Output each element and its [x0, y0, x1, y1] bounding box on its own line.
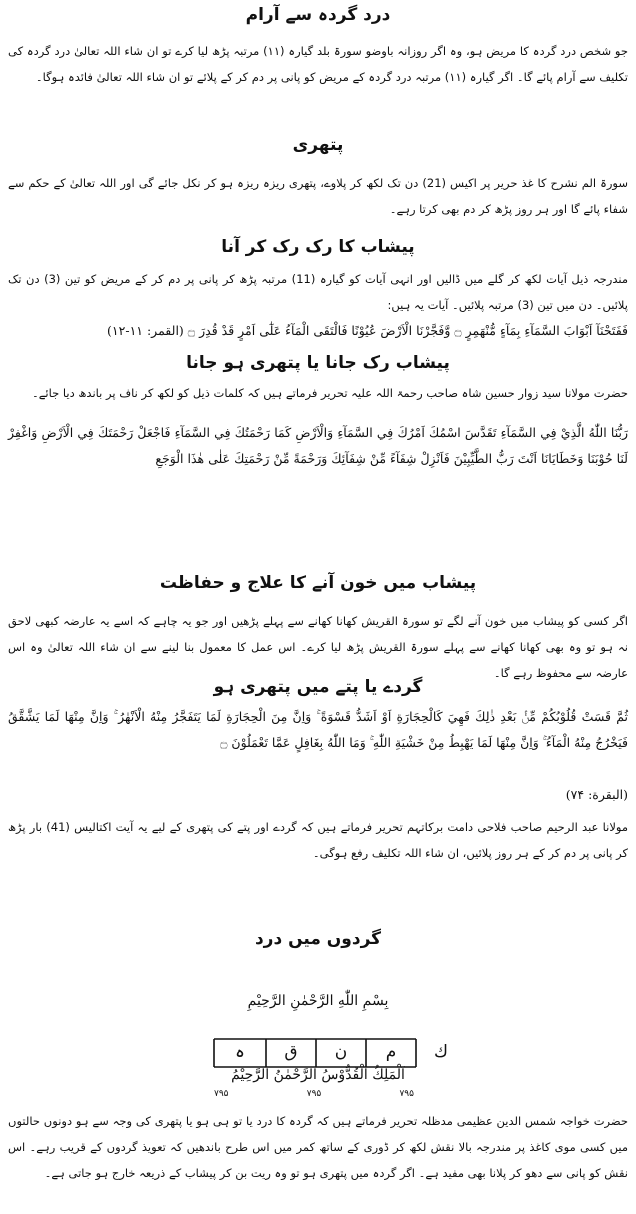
paragraph-kidney-pain-relief: جو شخص درد گردہ کا مریض ہو، وہ اگر روزانہ باوضو سورۃ بلد گیارہ (۱۱) مرتبہ پڑھ لیا کرے تو ان شاء اللہ تعالیٰ درد گردہ کی تکلیف سے آرام پائے گا۔ اگر گیارہ (۱۱) مرتبہ درد گردہ کے مریض کو پانی پر دم کر کے پلائے تو ان شاء اللہ تعالیٰ فائدہ ہوگا۔ — [8, 44, 628, 84]
paragraph-kidney-pain: حضرت خواجہ شمس الدین عظیمی مدظلہ تحریر فرماتے ہیں کہ گردہ کا درد یا تو ہی ہو یا پتھری کی وجہ سے ہو دونوں حالتوں میں کسی موی کاغذ پر مندرجہ بالا نقش لکھ کر ڈوری کے ساتھ کمر میں اس طرح باندھیں کہ تعویذ گردوں کے قریب رہے۔ اس نقش کو پانی سے دھو کر پلانا بھی مفید ہے۔ اگر گردہ میں پتھری ہو تو وہ ریت بن کر پیشاب کے ذریعہ خارج ہو جاتی ہے۔ — [8, 1114, 628, 1180]
paragraph-urine-retention: مندرجہ ذیل آیات لکھ کر گلے میں ڈالیں اور انہی آیات کو گیارہ (11) مرتبہ پڑھ کر پانی پر دم کر کے مریض کو تین (3) دن تک پلائیں۔ دن میں تین (3) مرتبہ پلائیں۔ آیات یہ ہیں: — [8, 272, 628, 312]
heading-urine-retention: پیشاب کا رک رک کر آنا — [221, 237, 415, 257]
naqsh-number: ۷۹۵ — [399, 1089, 414, 1099]
paragraph-blood-in-urine: اگر کسی کو پیشاب میں خون آنے لگے تو سورۃ القریش کھانا کھانے سے پہلے پڑھیں اور جو یہ چاہے کہ اسے یہ عارضہ کبھی لاحق نہ ہو تو وہ بھی کھانا کھانے سے پہلے سورۃ القریش پڑھ لیا کرے۔ اس عمل کا معمول بنا لینے سے ان شاء اللہ تعالیٰ وہ اس عارضہ سے محفوظ رہے گا۔ — [8, 614, 628, 680]
paragraph-kidney-bladder-stone: مولانا عبد الرحیم صاحب فلاحی دامت برکاتہم تحریر فرماتے ہیں کہ گردے اور پتے کی پتھری کے لیے یہ آیت اکتالیس (41) بار پڑھ کر پانی پر دم کر کے ہر روز پلائیں، ان شاء اللہ تکلیف رفع ہوگی۔ — [8, 820, 628, 860]
verse-baqarah-reference: (البقرة: ۷۴) — [565, 787, 628, 802]
naqsh-number: ۷۹۵ — [214, 1089, 229, 1099]
heading-blood-in-urine: پیشاب میں خون آنے کا علاج و حفاظت — [159, 573, 477, 593]
heading-kidney-pain: گردوں میں درد — [254, 929, 382, 949]
heading-urine-stoppage-stone: پیشاب رک جانا یا پتھری ہو جانا — [186, 353, 450, 373]
naqsh-cell: ہ — [235, 1042, 245, 1062]
paragraph-urine-stoppage-stone: حضرت مولانا سید زوار حسین شاہ صاحب رحمۃ اللہ علیہ تحریر فرماتے ہیں کہ کلمات ذیل کو لکھ کر ناف پر باندھ دیا جائے۔ — [31, 386, 628, 400]
heading-stone: پتھری — [292, 135, 344, 155]
verse-qamar-reference: (القمر: ۱۱-۱۲) — [107, 323, 184, 338]
bismillah: بِسْمِ اللّٰهِ الرَّحْمٰنِ الرَّحِيْمِ — [247, 993, 389, 1009]
naqsh-cell: ك — [433, 1042, 448, 1062]
verse-qamar — [8, 318, 628, 344]
naqsh-number: ۷۹۵ — [306, 1089, 322, 1099]
divine-names: اَلْمَلِكُ الْقُدُّوْسُ الرَّحْمٰنُ الرَّحِيْمُ — [231, 1067, 405, 1083]
naqsh-grid — [214, 1039, 466, 1065]
paragraph-stone: سورۃ الم نشرح کا غذ حریر پر اکیس (21) دن تک لکھ کر پلاوے، پتھری ریزہ ریزہ ہو کر نکل جائے گی اور اللہ تعالیٰ کے حکم سے شفاء پائے گا اور ہر روز پڑھ کر دم بھی کرتا رہے۔ — [8, 176, 628, 216]
heading-kidney-pain-relief: درد گردہ سے آرام — [245, 5, 391, 25]
heading-kidney-bladder-stone: گردے یا پتے میں پتھری ہو — [213, 677, 423, 697]
verse-qamar-text: فَفَتَحْنَآ اَبْوَابَ السَّمَآءِ بِمَآءٍ مُّنْهَمِرٍ ۝ وَّفَجَّرْنَا الْاَرْضَ عُيُوْنًا فَالْتَقَى الْمَآءُ عَلٰٓى اَمْرٍ قَدْ قُدِرَ ۝ — [187, 323, 628, 338]
verse-baqarah: ثُمَّ قَسَتْ قُلُوْبُكُمْ مِّنْۢ بَعْدِ ذٰلِكَ فَهِيَ كَالْحِجَارَةِ اَوْ اَشَدُّ قَسْوَةً ۚ وَاِنَّ مِنَ الْحِجَارَةِ لَمَا يَتَفَجَّرُ مِنْهُ الْاَنْهٰرُ ۚ وَاِنَّ مِنْهَا لَمَا يَشَّقَّقُ فَيَخْرُجُ مِنْهُ الْمَآءُ ۚ وَاِنَّ مِنْهَا لَمَا يَهْبِطُ مِنْ خَشْيَةِ اللّٰهِ ۚ وَمَا اللّٰهُ بِغَافِلٍ عَمَّا تَعْمَلُوْنَ ۝ — [8, 709, 628, 750]
naqsh-numbers — [214, 1088, 414, 1100]
naqsh-cell: ن — [334, 1042, 348, 1062]
naqsh-cell: م — [385, 1042, 397, 1062]
naqsh-cell: ق — [284, 1042, 298, 1062]
dua-text: رَبُّنَا اللّٰهُ الَّذِيْ فِي السَّمَآءِ تَقَدَّسَ اسْمُكَ اَمْرُكَ فِي السَّمَآءِ وَالْاَرْضِ كَمَا رَحْمَتُكَ فِي السَّمَآءِ فَاجْعَلْ رَحْمَتَكَ فِي الْاَرْضِ وَاغْفِرْ لَنَا حُوْبَنَا وَخَطَايَانَا اَنْتَ رَبُّ الطَّيِّبِيْنَ فَاَنْزِلْ شِفَآءً مِّنْ شِفَآئِكَ وَرَحْمَةً مِّنْ رَحْمَتِكَ عَلٰى هٰذَا الْوَجَعِ — [8, 425, 628, 466]
